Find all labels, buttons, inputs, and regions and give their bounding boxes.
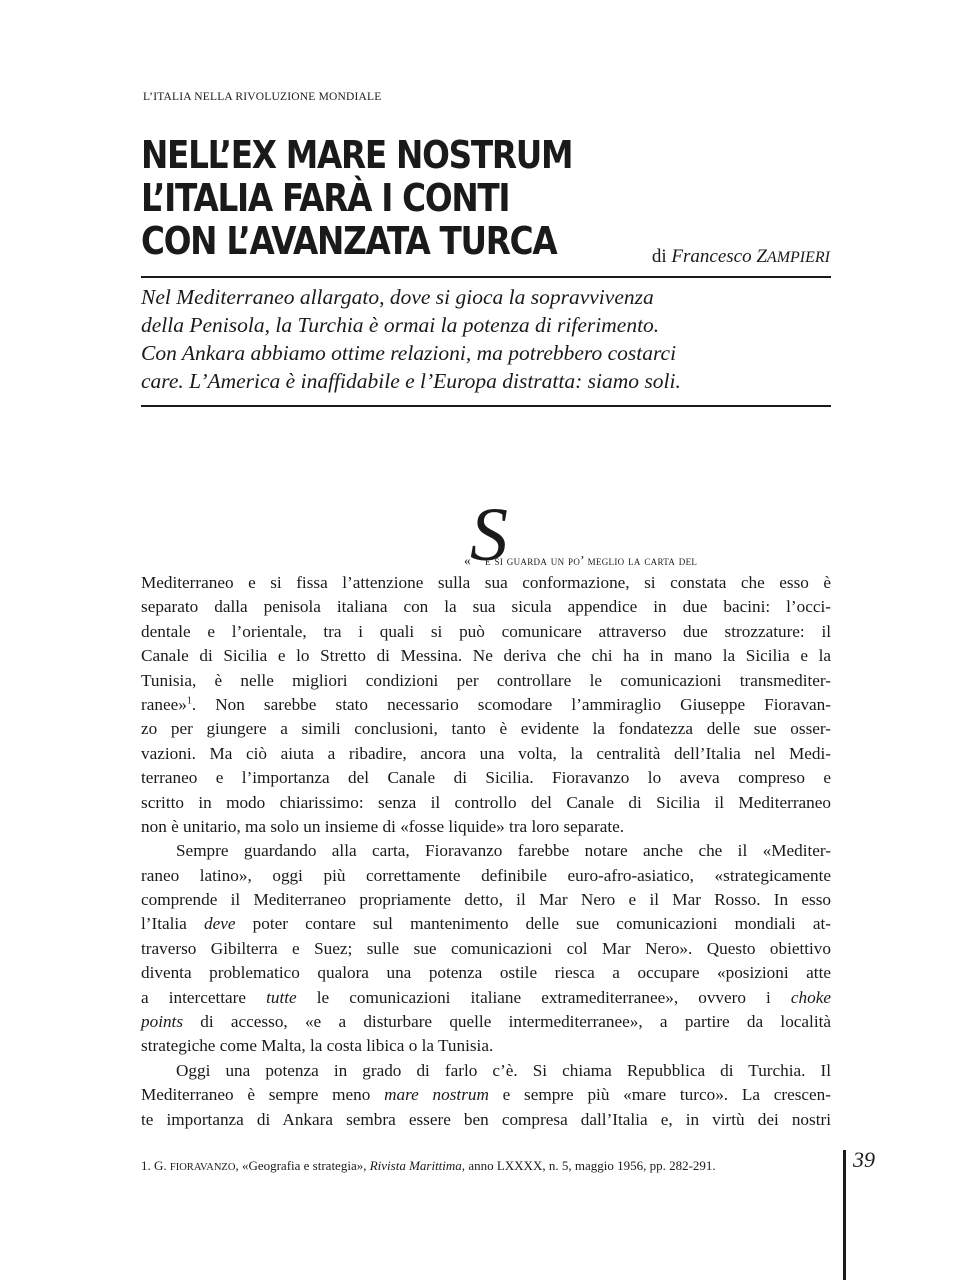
byline [652,246,830,268]
summary-line: Nel Mediterraneo allargato, dove si gioca la sopravvivenza [141,285,654,309]
body-emphasis: choke [790,987,831,1007]
body-emphasis: points [141,1012,184,1032]
body-line: zo per giungere a simili conclusioni, tanto è evidente la fondatezza delle sue osser- [141,719,831,739]
opening-small-caps: e si guarda un po’ meglio la carta del [485,553,698,568]
body-text: Mediterraneo è sempre meno [141,1085,385,1105]
body-line: raneo latino», oggi più correttamente definibile euro-afro-asiatico, «strategicamente [141,865,831,885]
author-surname-initial: Z [756,246,767,267]
body-text: poter contare sul mantenimento delle sue comunicazioni mondiali at- [235,914,831,934]
body-line [141,912,831,936]
footnote-details: anno LXXXX, n. 5, maggio 1956, pp. 282-291. [465,1158,716,1173]
opening-line [464,553,831,569]
body-line: Tunisia, è nelle migliori condizioni per controllare le comunicazioni transmediter- [141,670,831,690]
body-line: strategiche come Malta, la costa libica o la Tunisia. [141,1036,494,1056]
body-line: te importanza di Ankara sembra essere ben compresa dall’Italia e, in virtù dei nostri [141,1109,831,1129]
drop-cap: S [470,493,508,577]
body-line: terraneo e l’importanza del Canale di Sicilia. Fioravanzo lo aveva compreso e [141,768,831,788]
summary-divider [141,405,831,407]
body-line [141,693,831,717]
body-line: traverso Gibilterra e Suez; sulle sue comunicazioni col Mar Nero». Questo obiettivo [141,938,831,958]
body-text: di accesso, «e a disturbare quelle intermediterranee», a partire da località [183,1012,831,1032]
author-first-name: Francesco [671,246,752,267]
title-line: NELL’EX MARE NOSTRUM [141,133,573,177]
body-line: scritto in modo chiarissimo: senza il controllo del Canale di Sicilia il Mediterraneo [141,792,831,812]
body-text: . Non sarebbe stato necessario scomodare l’ammiraglio Giuseppe Fioravan- [191,694,831,714]
footnote [141,1158,831,1174]
body-line: Oggi una potenza in grado di farlo c’è. Si chiama Repubblica di Turchia. Il [176,1060,831,1080]
body-line [141,1010,831,1034]
footnote-author: FIORAVANZO [169,1162,236,1173]
body-emphasis: deve [203,914,236,934]
body-text: ranee» [141,694,187,714]
title-line: CON L’AVANZATA TURCA [141,219,557,263]
footnote-title: , «Geografia e strategia», [235,1158,370,1173]
footnote-journal: Rivista Marittima, [369,1158,466,1173]
body-text: e sempre più «mare turco». La crescen- [488,1085,831,1105]
title-divider [141,276,831,278]
body-line [141,1083,831,1107]
body-text: l’Italia [141,914,204,934]
footnote-author-initial: G. [154,1158,167,1173]
article-summary [141,283,831,395]
article-body [141,571,831,1132]
summary-line: Con Ankara abbiamo ottime relazioni, ma potrebbero costarci [141,341,677,365]
opening-quote: « [464,553,472,568]
body-line: non è unitario, ma solo un insieme di «fosse liquide» tra loro separate. [141,816,625,836]
body-emphasis: mare nostrum [384,1085,489,1105]
running-head: L’ITALIA NELLA RIVOLUZIONE MONDIALE [143,91,382,103]
title-line: L’ITALIA FARÀ I CONTI [141,176,510,220]
byline-prefix: di [651,246,667,267]
body-text: a intercettare [141,987,267,1007]
body-text: le comunicazioni italiane extramediterranee», ovvero i [296,987,791,1007]
author-surname: AMPIERI [766,249,830,266]
summary-line: della Penisola, la Turchia è ormai la potenza di riferimento. [141,313,660,337]
footnote-ref[interactable]: 1 [186,695,192,707]
body-line: Sempre guardando alla carta, Fioravanzo farebbe notare anche che il «Mediter- [176,841,831,861]
body-line: dentale e l’orientale, tra i quali si può comunicare attraverso due strozzature: il [141,621,831,641]
body-line: vazioni. Ma ciò aiuta a ribadire, ancora una volta, la centralità dell’Italia nel Medi- [141,743,831,763]
body-line: comprende il Mediterraneo propriamente detto, il Mar Nero e il Mar Rosso. In esso [141,890,831,910]
page-number: 39 [853,1147,875,1172]
body-line: diventa problematico qualora una potenza ostile riesca a occupare «posizioni atte [141,963,831,983]
body-emphasis: tutte [266,987,297,1007]
body-line [141,986,831,1010]
body-line: separato dalla penisola italiana con la sua sicula appendice in due bacini: l’occi- [141,597,831,617]
body-line: Mediterraneo e si fissa l’attenzione sulla sua conformazione, si constata che esso è [141,573,831,592]
summary-line: care. L’America è inaffidabile e l’Europa distratta: siamo soli. [141,369,681,393]
footnote-number: 1. [141,1158,151,1173]
page-edge-rule [843,1150,846,1280]
article-title [141,134,588,263]
body-line: Canale di Sicilia e lo Stretto di Messina. Ne deriva che chi ha in mano la Sicilia e la [141,646,831,666]
